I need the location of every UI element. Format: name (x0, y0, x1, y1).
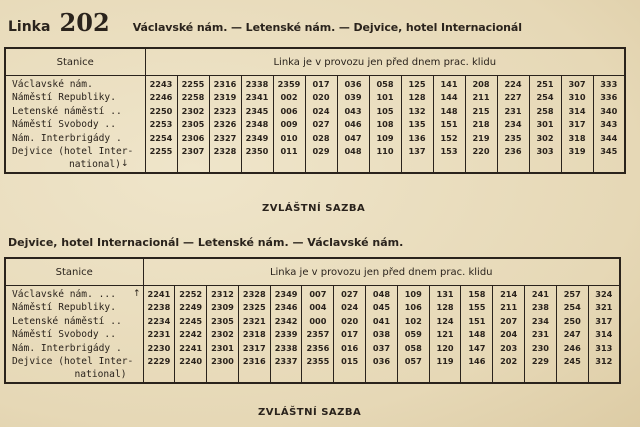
departure-time: 2326 (213, 119, 237, 130)
departure-time: 2357 (306, 329, 330, 340)
direction-arrow-icon: ↓ (120, 159, 129, 170)
time-column (433, 76, 465, 173)
departure-time: 153 (440, 145, 458, 156)
time-column (241, 76, 273, 173)
stop-name: Letenské náměstí .. (12, 105, 122, 117)
departure-time: 121 (436, 329, 454, 340)
departure-time: 203 (500, 342, 518, 353)
time-column (461, 286, 493, 383)
departure-time: 020 (341, 315, 359, 326)
departure-time: 148 (440, 105, 458, 116)
departure-time: 2245 (179, 315, 203, 326)
departure-time: 047 (344, 132, 362, 143)
departure-time: 2348 (245, 119, 269, 130)
departure-time: 307 (568, 79, 586, 89)
departure-time: 108 (376, 119, 394, 130)
departure-time: 310 (568, 92, 586, 103)
special-fare-note-2: ZVLÁŠTNÍ SAZBA (258, 407, 362, 418)
time-column (207, 286, 239, 383)
departure-time: 029 (312, 145, 330, 156)
departure-time: 254 (536, 92, 554, 103)
departure-time: 345 (600, 145, 618, 156)
departure-time: 2349 (274, 289, 298, 299)
departure-time: 2338 (274, 342, 298, 353)
departure-time: 152 (440, 132, 458, 143)
departure-time: 2339 (274, 329, 298, 340)
departure-time: 2242 (179, 329, 203, 340)
departure-time: 2230 (147, 342, 171, 353)
departure-time: 230 (531, 342, 549, 353)
time-column (497, 76, 529, 173)
departure-time: 2341 (245, 92, 269, 103)
departure-time: 151 (440, 119, 458, 130)
departure-time: 2327 (213, 132, 237, 143)
departure-time: 046 (344, 119, 362, 130)
departure-time: 000 (309, 315, 327, 326)
departure-time: 125 (408, 79, 426, 89)
time-column (529, 76, 561, 173)
departure-time: 2231 (147, 329, 171, 340)
departure-time: 302 (536, 132, 554, 143)
departure-time: 120 (436, 342, 454, 353)
departure-time: 314 (595, 329, 613, 340)
departure-time: 020 (312, 92, 330, 103)
departure-time: 333 (600, 79, 618, 89)
departure-time: 2316 (213, 79, 237, 89)
departure-time: 2312 (211, 289, 234, 299)
departure-time: 006 (280, 105, 298, 116)
departure-time: 319 (568, 145, 586, 156)
departure-time: 2318 (242, 329, 266, 340)
time-column (493, 286, 525, 383)
departure-time: 2359 (277, 79, 301, 89)
departure-time: 017 (341, 329, 359, 340)
departure-time: 218 (472, 119, 490, 130)
departure-time: 234 (504, 119, 522, 130)
departure-time: 2249 (179, 302, 203, 313)
departure-time: 002 (280, 92, 298, 103)
line-number: 202 (59, 8, 110, 37)
departure-time: 038 (372, 329, 391, 340)
stops-column (5, 286, 143, 383)
departure-time: 2305 (181, 119, 205, 130)
stop-name: Dejvice (hotel Inter- (12, 355, 134, 367)
timetable-forward (4, 47, 626, 174)
departure-time: 2302 (181, 105, 205, 116)
time-column (305, 76, 337, 173)
time-column (175, 286, 207, 383)
time-column (366, 286, 398, 383)
departure-time: 2323 (213, 105, 237, 116)
departure-time: 027 (312, 119, 330, 130)
departure-time: 2246 (149, 92, 173, 103)
departure-time: 009 (280, 119, 298, 130)
stop-name: national) (74, 369, 127, 381)
departure-time: 208 (472, 79, 490, 89)
departure-time: 317 (595, 315, 613, 326)
linka-label: Linka (8, 19, 51, 35)
stop-name: Dejvice (hotel Inter- (12, 145, 134, 157)
departure-time: 317 (568, 119, 586, 130)
time-column (561, 76, 593, 173)
departure-time: 241 (531, 289, 549, 299)
stop-name: Náměstí Republiky. (12, 302, 116, 314)
departure-time: 041 (372, 315, 391, 326)
departure-time: 321 (595, 302, 613, 313)
time-column (401, 76, 433, 173)
departure-time: 2319 (213, 92, 237, 103)
stanice-header: Stanice (5, 48, 145, 76)
departure-time: 2316 (242, 355, 266, 366)
departure-time: 324 (595, 289, 613, 299)
departure-time: 2241 (147, 289, 171, 299)
departure-time: 257 (563, 289, 581, 299)
departure-time: 207 (500, 315, 518, 326)
departure-time: 110 (376, 145, 394, 156)
departure-time: 2255 (181, 79, 205, 89)
time-column (525, 286, 557, 383)
departure-time: 227 (504, 92, 522, 103)
departure-time: 024 (312, 105, 330, 116)
departure-time: 211 (472, 92, 490, 103)
route-forward: Václavské nám. — Letenské nám. — Dejvice, hotel Internacionál (132, 21, 522, 34)
stop-name: Václavské nám. ... (12, 289, 116, 300)
departure-time: 027 (341, 289, 359, 299)
departure-time: 245 (563, 355, 581, 366)
stanice-header: Stanice (5, 258, 143, 286)
departure-time: 128 (436, 302, 454, 313)
time-column (209, 76, 241, 173)
departure-time: 007 (309, 289, 327, 299)
departure-time: 2234 (147, 315, 171, 326)
time-column (177, 76, 209, 173)
departure-time: 247 (563, 329, 581, 340)
departure-time: 028 (312, 132, 330, 143)
departure-time: 303 (536, 145, 554, 156)
departure-time: 231 (531, 329, 549, 340)
departure-time: 340 (600, 105, 618, 116)
departure-time: 2252 (179, 289, 203, 299)
time-column (145, 76, 177, 173)
time-column (369, 76, 401, 173)
departure-time: 2345 (245, 105, 269, 116)
departure-time: 2328 (213, 145, 237, 156)
departure-time: 131 (436, 289, 454, 299)
departure-time: 229 (531, 355, 549, 366)
departure-time: 2301 (211, 342, 234, 353)
departure-time: 039 (344, 92, 362, 103)
departure-time: 2350 (245, 145, 269, 156)
departure-time: 254 (563, 302, 581, 313)
departure-time: 017 (312, 79, 330, 89)
departure-time: 220 (472, 145, 490, 156)
departure-time: 2321 (242, 315, 266, 326)
departure-time: 059 (404, 329, 422, 340)
departure-time: 2229 (147, 355, 171, 366)
time-column (270, 286, 302, 383)
direction-arrow-icon: ↑ (132, 289, 141, 299)
departure-time: 048 (344, 145, 362, 156)
time-column (593, 76, 625, 173)
time-column (397, 286, 429, 383)
departure-time: 2317 (242, 342, 266, 353)
time-column (143, 286, 175, 383)
time-column (556, 286, 588, 383)
departure-time: 258 (536, 105, 554, 116)
departure-time: 2356 (306, 342, 330, 353)
time-column (273, 76, 305, 173)
departure-time: 235 (504, 132, 522, 143)
departure-time: 2253 (149, 119, 173, 130)
departure-time: 2355 (306, 355, 330, 366)
time-column (429, 286, 461, 383)
time-column (238, 286, 270, 383)
departure-time: 301 (536, 119, 554, 130)
departure-time: 224 (504, 79, 522, 89)
departure-time: 135 (408, 119, 426, 130)
departure-time: 036 (344, 79, 362, 89)
departure-time: 312 (595, 355, 613, 366)
departure-time: 058 (376, 79, 394, 89)
departure-time: 318 (568, 132, 586, 143)
departure-time: 137 (408, 145, 426, 156)
departure-time: 015 (341, 355, 359, 366)
departure-time: 128 (408, 92, 426, 103)
departure-time: 106 (404, 302, 422, 313)
departure-time: 251 (536, 79, 554, 89)
departure-time: 004 (309, 302, 327, 313)
departure-time: 058 (404, 342, 422, 353)
departure-time: 211 (500, 302, 518, 313)
departure-time: 219 (472, 132, 490, 143)
service-header: Linka je v provozu jen před dnem prac. klidu (145, 48, 625, 76)
departure-time: 102 (404, 315, 422, 326)
departure-time: 2309 (211, 302, 234, 313)
stop-name: national) (68, 159, 121, 171)
departure-time: 313 (595, 342, 613, 353)
departure-time: 048 (372, 289, 391, 299)
stop-name: Letenské náměstí .. (12, 315, 122, 327)
page-header (8, 8, 522, 38)
departure-time: 037 (372, 342, 391, 353)
stop-name: Nám. Interbrigády . (12, 342, 122, 354)
time-column (302, 286, 334, 383)
departure-time: 016 (341, 342, 359, 353)
departure-time: 101 (376, 92, 394, 103)
departure-time: 045 (372, 302, 391, 313)
departure-time: 124 (436, 315, 454, 326)
special-fare-note-1: ZVLÁŠTNÍ SAZBA (262, 203, 366, 214)
stop-name: Náměstí Republiky. (12, 92, 116, 104)
departure-time: 2254 (149, 132, 173, 143)
departure-time: 105 (376, 105, 394, 116)
stop-name: Náměstí Svobody .. (12, 119, 116, 131)
departure-time: 158 (468, 289, 486, 299)
departure-time: 136 (408, 132, 426, 143)
departure-time: 2243 (149, 79, 173, 89)
departure-time: 2346 (274, 302, 298, 313)
departure-time: 2342 (274, 315, 298, 326)
route-back: Dejvice, hotel Internacionál — Letenské nám. — Václavské nám. (8, 236, 404, 249)
departure-time: 231 (504, 105, 522, 116)
service-header: Linka je v provozu jen před dnem prac. klidu (143, 258, 620, 286)
departure-time: 2258 (181, 92, 205, 103)
departure-time: 2306 (181, 132, 205, 143)
departure-time: 344 (600, 132, 618, 143)
departure-time: 132 (408, 105, 426, 116)
departure-time: 246 (563, 342, 581, 353)
departure-time: 057 (404, 355, 422, 366)
departure-time: 146 (468, 355, 486, 366)
departure-time: 155 (468, 302, 486, 313)
departure-time: 2305 (211, 315, 234, 326)
departure-time: 141 (440, 79, 458, 89)
departure-time: 214 (500, 289, 518, 299)
departure-time: 148 (468, 329, 486, 340)
departure-time: 151 (468, 315, 486, 326)
departure-time: 011 (280, 145, 298, 156)
departure-time: 2250 (149, 105, 173, 116)
timetable-back (4, 257, 621, 384)
departure-time: 109 (404, 289, 422, 299)
time-column (337, 76, 369, 173)
departure-time: 144 (440, 92, 458, 103)
departure-time: 043 (344, 105, 362, 116)
departure-time: 215 (472, 105, 490, 116)
departure-time: 250 (563, 315, 581, 326)
departure-time: 2325 (242, 302, 266, 313)
stops-column (5, 76, 145, 173)
stop-name: Nám. Interbrigády . (12, 132, 122, 144)
time-column (465, 76, 497, 173)
stop-name: Václavské nám. (12, 79, 93, 90)
departure-time: 147 (468, 342, 486, 353)
departure-time: 2241 (179, 342, 203, 353)
departure-time: 109 (376, 132, 394, 143)
departure-time: 343 (600, 119, 618, 130)
departure-time: 2337 (274, 355, 298, 366)
departure-time: 2238 (147, 302, 171, 313)
departure-time: 236 (504, 145, 522, 156)
departure-time: 238 (531, 302, 549, 313)
time-column (334, 286, 366, 383)
departure-time: 119 (436, 355, 454, 366)
departure-time: 2300 (211, 355, 234, 366)
time-column (588, 286, 620, 383)
departure-time: 204 (500, 329, 518, 340)
departure-time: 336 (600, 92, 618, 103)
departure-time: 314 (568, 105, 586, 116)
departure-time: 202 (500, 355, 518, 366)
departure-time: 036 (372, 355, 391, 366)
departure-time: 010 (280, 132, 298, 143)
departure-time: 2302 (211, 329, 234, 340)
departure-time: 2328 (242, 289, 266, 299)
departure-time: 2307 (181, 145, 205, 156)
departure-time: 234 (531, 315, 549, 326)
departure-time: 2349 (245, 132, 269, 143)
departure-time: 2240 (179, 355, 203, 366)
stop-name: Náměstí Svobody .. (12, 329, 116, 341)
departure-time: 2338 (245, 79, 269, 89)
departure-time: 2255 (149, 145, 173, 156)
departure-time: 024 (341, 302, 359, 313)
